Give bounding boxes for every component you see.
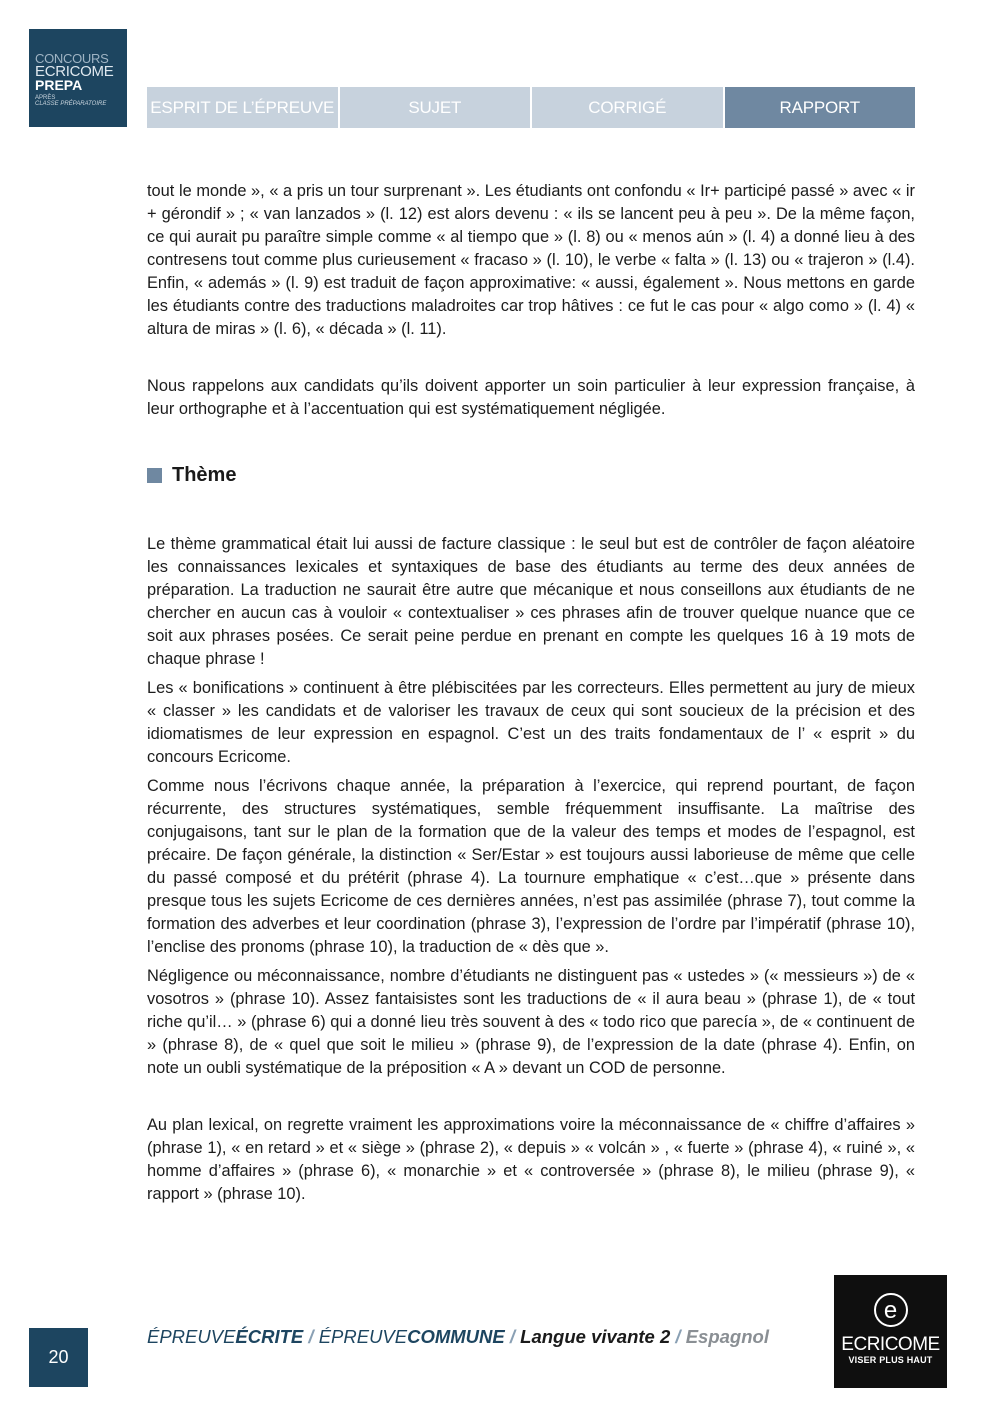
footer-separator: / (670, 1326, 686, 1347)
paragraph: Le thème grammatical était lui aussi de facture classique : le seul but est de contrôler de façon aléatoire les connaissances lexicales et syntaxiques de base des étudiants au terme des deux années de préparation. La traduction ne saurait être autre que mécanique et nous conseillons aux étudiants de ne chercher en aucun cas à vouloir « contextualiser » ces phrases afin de trouver quelque nuance que ce soit aux phrases posées. Ce serait peine perdue en prenant en compte les quelques 16 à 19 mots de chaque phrase ! (147, 535, 915, 668)
paragraph: Comme nous l’écrivons chaque année, la préparation à l’exercice, qui reprend pourtant, de façon récurrente, des structures systématiques, semble fréquemment insuffisante. La maîtrise des conjugaisons, tant sur le plan de la formation que de la valeur des temps et modes de l’espagnol, est précaire. De façon générale, la distinction « Ser/Estar » est toujours aussi laborieuse de même que celle du passé composé et du prétérit (phrase 4). La tournure emphatique « c’est…que » présente dans presque tous les sujets Ecricome de ces dernières années, n’est pas assimilée (phrase 7), tout comme la formation des adverbes et leur coordination (phrase 3), l’expression de l’ordre par l’impératif (phrase 10), l’enclise des pronoms (phrase 10), la traduction de « dès que ». (147, 777, 915, 956)
square-bullet-icon (147, 468, 162, 483)
ecricome-e-icon: e (874, 1293, 908, 1327)
paragraph: Au plan lexical, on regrette vraiment les approximations voire la méconnaissance de « chiffre d’affaires » (phrase 1), « en retard » et « siège » (phrase 2), « depuis » « volcán » , « fuerte » (phrase 4), « ruiné », « homme d’affaires » (phrase 6), « monarchie » et « controversée » (phrase 8), le milieu (phrase 9), « rapport » (phrase 10). (147, 1116, 915, 1203)
footer-part: ÉPREUVE (147, 1326, 236, 1347)
footer-part: ÉCRITE (235, 1326, 304, 1347)
tab-corrige[interactable]: CORRIGÉ (532, 87, 723, 128)
section-heading-label: Thème (172, 464, 237, 486)
section-tabs (147, 87, 915, 128)
concours-logo (29, 29, 127, 127)
page-number: 20 (29, 1328, 88, 1387)
paragraph: tout le monde », « a pris un tour surprenant ». Les étudiants ont confondu « Ir+ participé passé » avec « ir + gérondif » ; « van lanzados » (l. 12) est alors devenu : « ils se lancent peu à peu ». De la même façon, ce qui aurait pu paraître simple comme « al tiempo que » (l. 8) ou « menos aún » (l. 4) a donné lieu à des contresens tout comme plus curieusement « fracaso » (l. 10), le verbe « falta » (l. 13) ou « trajeron » (l.4). Enfin, « además » (l. 9) est traduit de façon approximative: « aussi, également ». Nous mettons en garde les étudiants contre des traductions maladroites car trop hâtives : ce fut le cas pour « algo como » (l. 4) « altura de miras » (l. 6), « década » (l. 11). (147, 182, 915, 338)
logo-line-apres: APRÈS (35, 95, 56, 101)
footer-part: Espagnol (685, 1326, 769, 1347)
report-body (147, 180, 915, 1206)
tab-sujet[interactable]: SUJET (340, 87, 531, 128)
ecricome-brand-logo (834, 1275, 947, 1388)
paragraph: Négligence ou méconnaissance, nombre d’étudiants ne distinguent pas « ustedes » (« messieurs ») de « vosotros » (phrase 10). Assez fantaisistes sont les traductions de « il aura beau » (phrase 1), de « tout riche qu’il… » (phrase 6) qui a donné lieu très souvent à des « todo rico que parecía », de « continuent de » (phrase 8), de « quel que soit le milieu » (phrase 9), de l’expression de la date (phrase 4). Enfin, on note un oubli systématique de la préposition « A » devant un COD de personne. (147, 967, 915, 1077)
footer-separator: / (303, 1326, 319, 1347)
footer-separator: / (504, 1326, 521, 1347)
logo-line-concours: CONCOURS (35, 51, 109, 66)
logo-line-ecricome: ECRICOME (35, 63, 114, 80)
footer-breadcrumb (147, 1326, 769, 1348)
logo-line-prepa: PREPA (35, 77, 83, 93)
brand-name: ECRICOME (841, 1334, 940, 1355)
footer-part: Langue vivante 2 (520, 1326, 671, 1347)
tab-rapport[interactable]: RAPPORT (725, 87, 916, 128)
logo-line-classe: CLASSE PRÉPARATOIRE (35, 101, 107, 107)
footer-part: ÉPREUVE (318, 1326, 408, 1347)
tab-esprit[interactable]: ESPRIT DE L’ÉPREUVE (147, 87, 338, 128)
paragraph: Nous rappelons aux candidats qu’ils doivent apporter un soin particulier à leur expression française, à leur orthographe et à l’accentuation qui est systématiquement négligée. (147, 377, 915, 418)
paragraph: Les « bonifications » continuent à être plébiscitées par les correcteurs. Elles permettent au jury de mieux « classer » les candidats et de valoriser les travaux de ceux qui sont soucieux de la précision et des idiomatismes de leur expression en espagnol. C’est un des traits fondamentaux de l’ « esprit » du concours Ecricome. (147, 679, 915, 766)
brand-tagline: VISER PLUS HAUT (848, 1355, 933, 1365)
footer-part: COMMUNE (407, 1326, 505, 1347)
section-heading (147, 464, 915, 487)
